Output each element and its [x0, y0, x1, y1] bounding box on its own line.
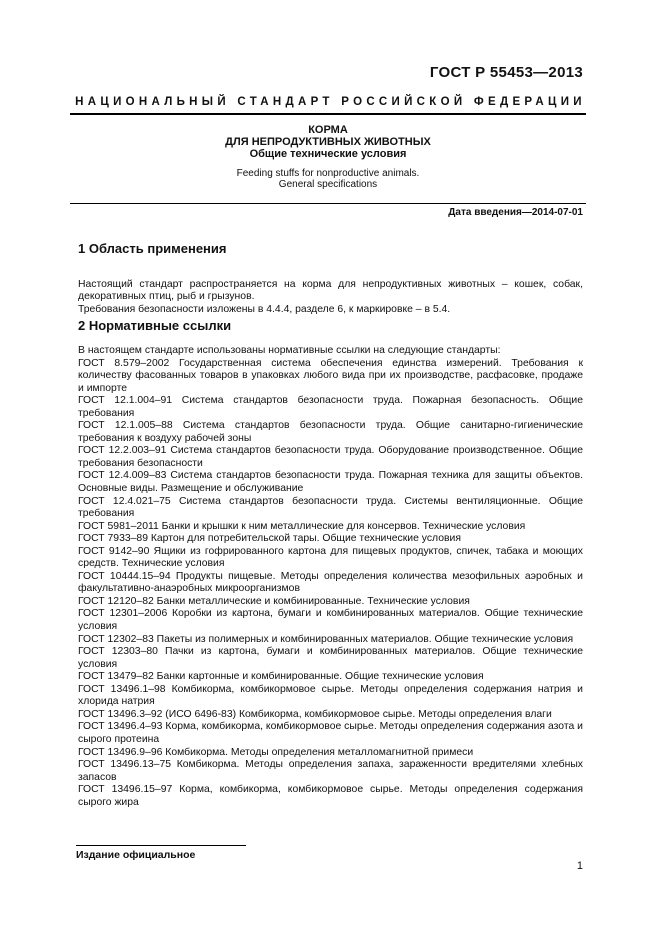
reference-item: ГОСТ 8.579–2002 Государственная система обеспечения единства измерений. Требования к количеству фасованных товаров в упаковках любого вида при их производстве, расфасовке, продаже и импорте: [78, 357, 583, 394]
reference-item: ГОСТ 12301–2006 Коробки из картона, бумаги и комбинированных материалов. Общие технические условия: [78, 608, 583, 633]
reference-item: ГОСТ 12.1.005–88 Система стандартов безопасности труда. Общие санитарно-гигиенические требования к воздуху рабочей зоны: [78, 420, 583, 444]
reference-item: ГОСТ 12.2.003–91 Система стандартов безопасности труда. Оборудование производственное. Общие требования безопасности: [78, 445, 583, 469]
title-line-1: КОРМА: [308, 124, 348, 136]
english-title-line-2: General specifications: [278, 179, 378, 190]
reference-item: ГОСТ 10444.15–94 Продукты пищевые. Методы определения количества мезофильных аэробных и факультативно-анаэробных микроорганизмов: [78, 570, 583, 595]
introduction-date: Дата введения—2014-07-01: [448, 207, 583, 218]
references-list: [78, 358, 583, 810]
reference-item: ГОСТ 5981–2011 Банки и крышки к ним металлические для консервов. Технические условия: [78, 520, 526, 532]
standard-number: ГОСТ Р 55453—2013: [429, 64, 583, 81]
reference-item: ГОСТ 12303–80 Пачки из картона, бумаги и комбинированных материалов. Общие технические условия: [78, 646, 583, 670]
footer-rule: [76, 845, 246, 846]
title-line-2: ДЛЯ НЕПРОДУКТИВНЫХ ЖИВОТНЫХ: [225, 136, 431, 148]
reference-item: ГОСТ 13496.9–96 Комбикорма. Методы определения металломагнитной примеси: [78, 746, 474, 758]
reference-item: ГОСТ 12.4.021–75 Система стандартов безопасности труда. Системы вентиляционные. Общие требования: [78, 495, 583, 520]
reference-item: ГОСТ 12120–82 Банки металлические и комбинированные. Технические условия: [78, 595, 470, 607]
title-block: [70, 124, 586, 160]
reference-item: ГОСТ 13496.13–75 Комбикорма. Методы определения запаха, зараженности вредителями хлебных запасов: [78, 759, 583, 783]
reference-item: ГОСТ 13496.1–98 Комбикорма, комбикормовое сырье. Методы определения содержания натрия и хлорида натрия: [78, 683, 583, 708]
section-1-heading: 1 Область применения: [78, 241, 227, 256]
reference-item: ГОСТ 7933–89 Картон для потребительской тары. Общие технические условия: [78, 533, 461, 545]
paragraph: В настоящем стандарте использованы нормативные ссылки на следующие стандарты:: [78, 345, 501, 356]
paragraph: Настоящий стандарт распространяется на корма для непродуктивных животных – кошек, собак, декоративных птиц, рыб и грызунов.: [78, 278, 583, 303]
reference-item: ГОСТ 13496.15–97 Корма, комбикорма, комбикормовое сырье. Методы определения содержания сырого жира: [78, 784, 583, 808]
paragraph: Требования безопасности изложены в 4.4.4, разделе 6, к маркировке – в 5.4.: [78, 303, 451, 315]
reference-item: ГОСТ 13479–82 Банки картонные и комбинированные. Общие технические условия: [78, 671, 484, 683]
reference-item: ГОСТ 12.4.009–83 Система стандартов безопасности труда. Пожарная техника для защиты объектов. Основные виды. Размещение и обслуживание: [78, 470, 583, 495]
section-2-heading: 2 Нормативные ссылки: [78, 318, 232, 333]
english-title: [70, 168, 586, 190]
official-edition-label: Издание официальное: [76, 849, 196, 861]
page-number: 1: [576, 860, 583, 872]
english-title-line-1: Feeding stuffs for nonproductive animals.: [236, 168, 420, 179]
section-1-body: [78, 266, 583, 316]
reference-item: ГОСТ 12.1.004–91 Система стандартов безопасности труда. Пожарная безопасность. Общие требования: [78, 395, 583, 419]
title-rule: [70, 203, 586, 204]
section-2-body: [78, 345, 583, 809]
reference-item: ГОСТ 12302–83 Пакеты из полимерных и комбинированных материалов. Общие технические условия: [78, 633, 574, 645]
reference-item: ГОСТ 13496.3–92 (ИСО 6496-83) Комбикорма, комбикормовое сырье. Методы определения влаги: [78, 708, 552, 720]
reference-item: ГОСТ 13496.4–93 Корма, комбикорма, комбикормовое сырье. Методы определения содержания азота и сырого протеина: [78, 721, 583, 745]
reference-item: ГОСТ 9142–90 Ящики из гофрированного картона для пищевых продуктов, спичек, табака и моющих средств. Технические условия: [78, 545, 583, 570]
title-line-3: Общие технические условия: [249, 148, 407, 160]
top-rule: [70, 113, 586, 115]
national-standard-banner: НАЦИОНАЛЬНЫЙ СТАНДАРТ РОССИЙСКОЙ ФЕДЕРАЦИИ: [75, 96, 586, 108]
